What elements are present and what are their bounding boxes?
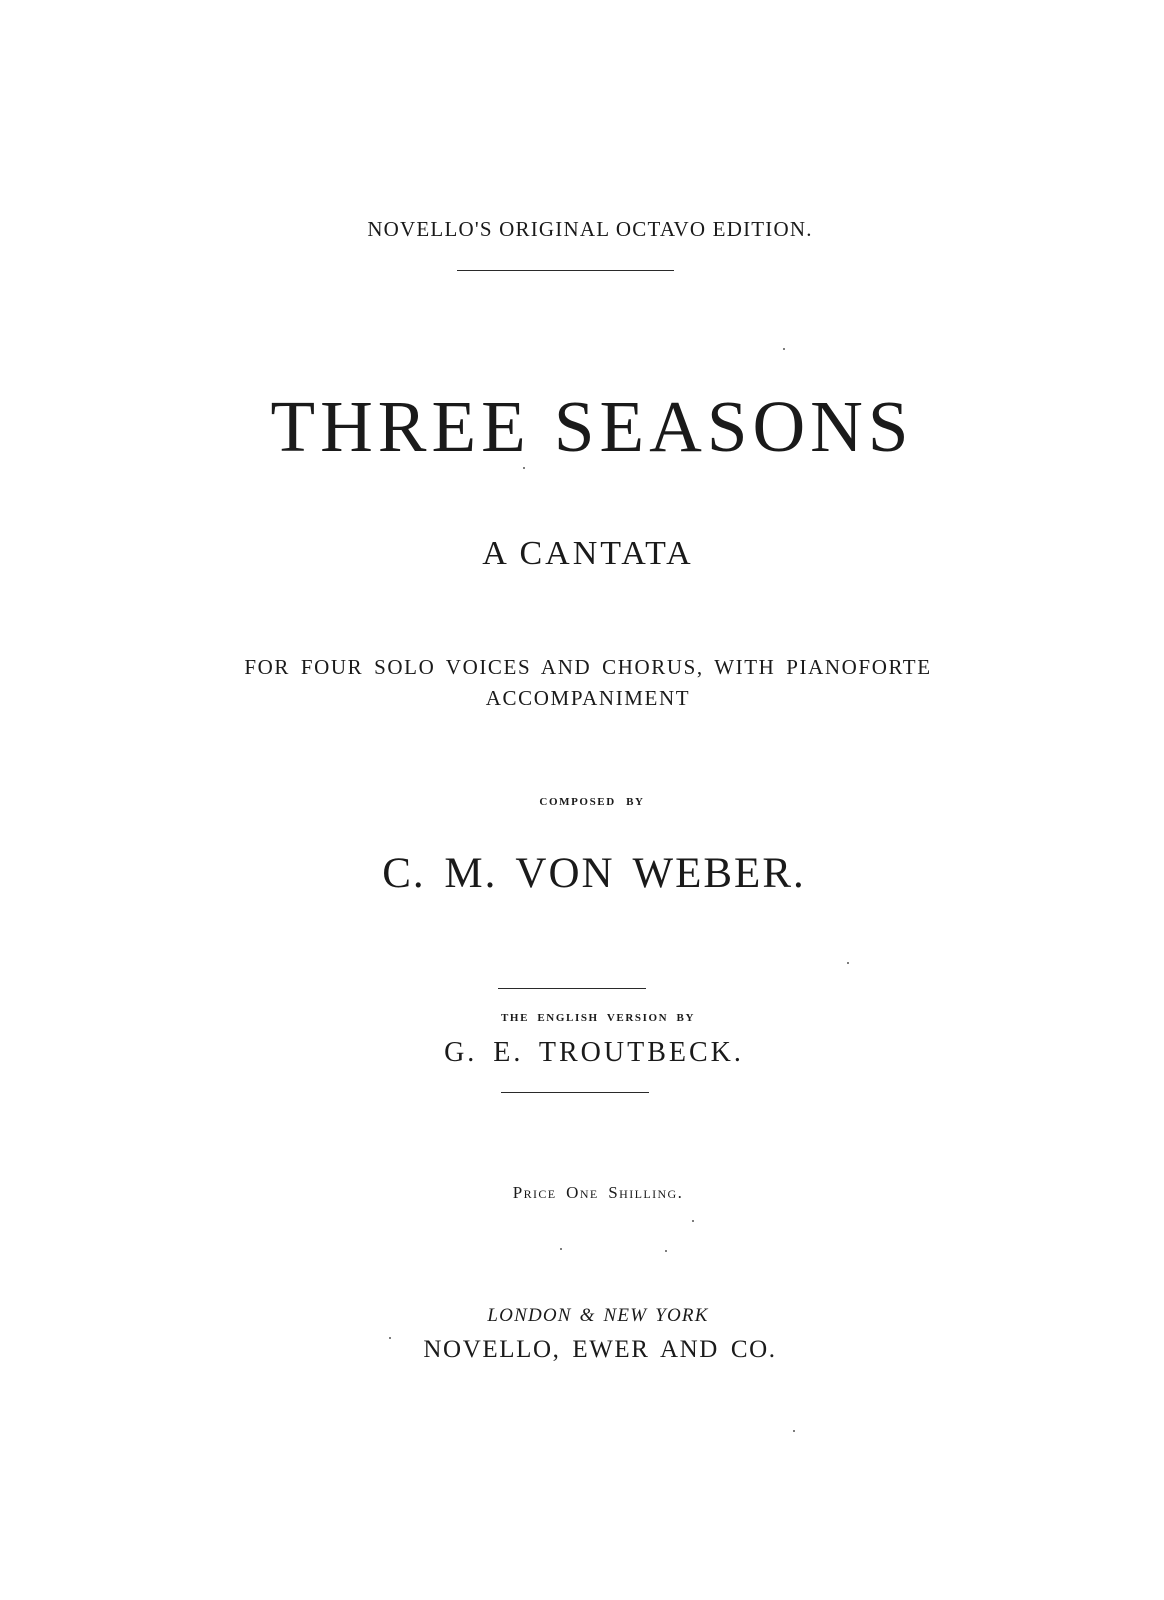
english-version-label: THE ENGLISH VERSION BY <box>500 1012 695 1024</box>
scan-speck <box>560 1248 562 1250</box>
translator-name: G. E. TROUTBECK. <box>444 1037 744 1068</box>
price-line: Price One Shilling. <box>512 1183 684 1202</box>
publisher-name: NOVELLO, EWER AND CO. <box>423 1336 777 1363</box>
edition-line: NOVELLO'S ORIGINAL OCTAVO EDITION. <box>367 217 813 241</box>
scoring-line-1: FOR FOUR SOLO VOICES AND CHORUS, WITH PIANOFORTE <box>244 655 932 679</box>
composer-name: C. M. VON WEBER. <box>382 850 806 897</box>
scan-speck <box>523 467 525 469</box>
scan-speck <box>665 1250 667 1252</box>
rule-below-translator <box>501 1092 649 1093</box>
scoring-line-2: ACCOMPANIMENT <box>485 686 691 710</box>
imprint-cities: LONDON & NEW YORK <box>487 1305 709 1326</box>
scan-speck <box>389 1337 391 1339</box>
scan-speck <box>847 962 849 964</box>
rule-top <box>457 270 674 271</box>
scan-speck <box>692 1220 694 1222</box>
scan-speck <box>793 1430 795 1432</box>
work-subtitle: A CANTATA <box>482 535 694 572</box>
scan-speck <box>783 348 785 350</box>
work-title: THREE SEASONS <box>270 386 914 467</box>
rule-above-translator <box>498 988 646 989</box>
composed-by-label: COMPOSED BY <box>539 796 645 808</box>
